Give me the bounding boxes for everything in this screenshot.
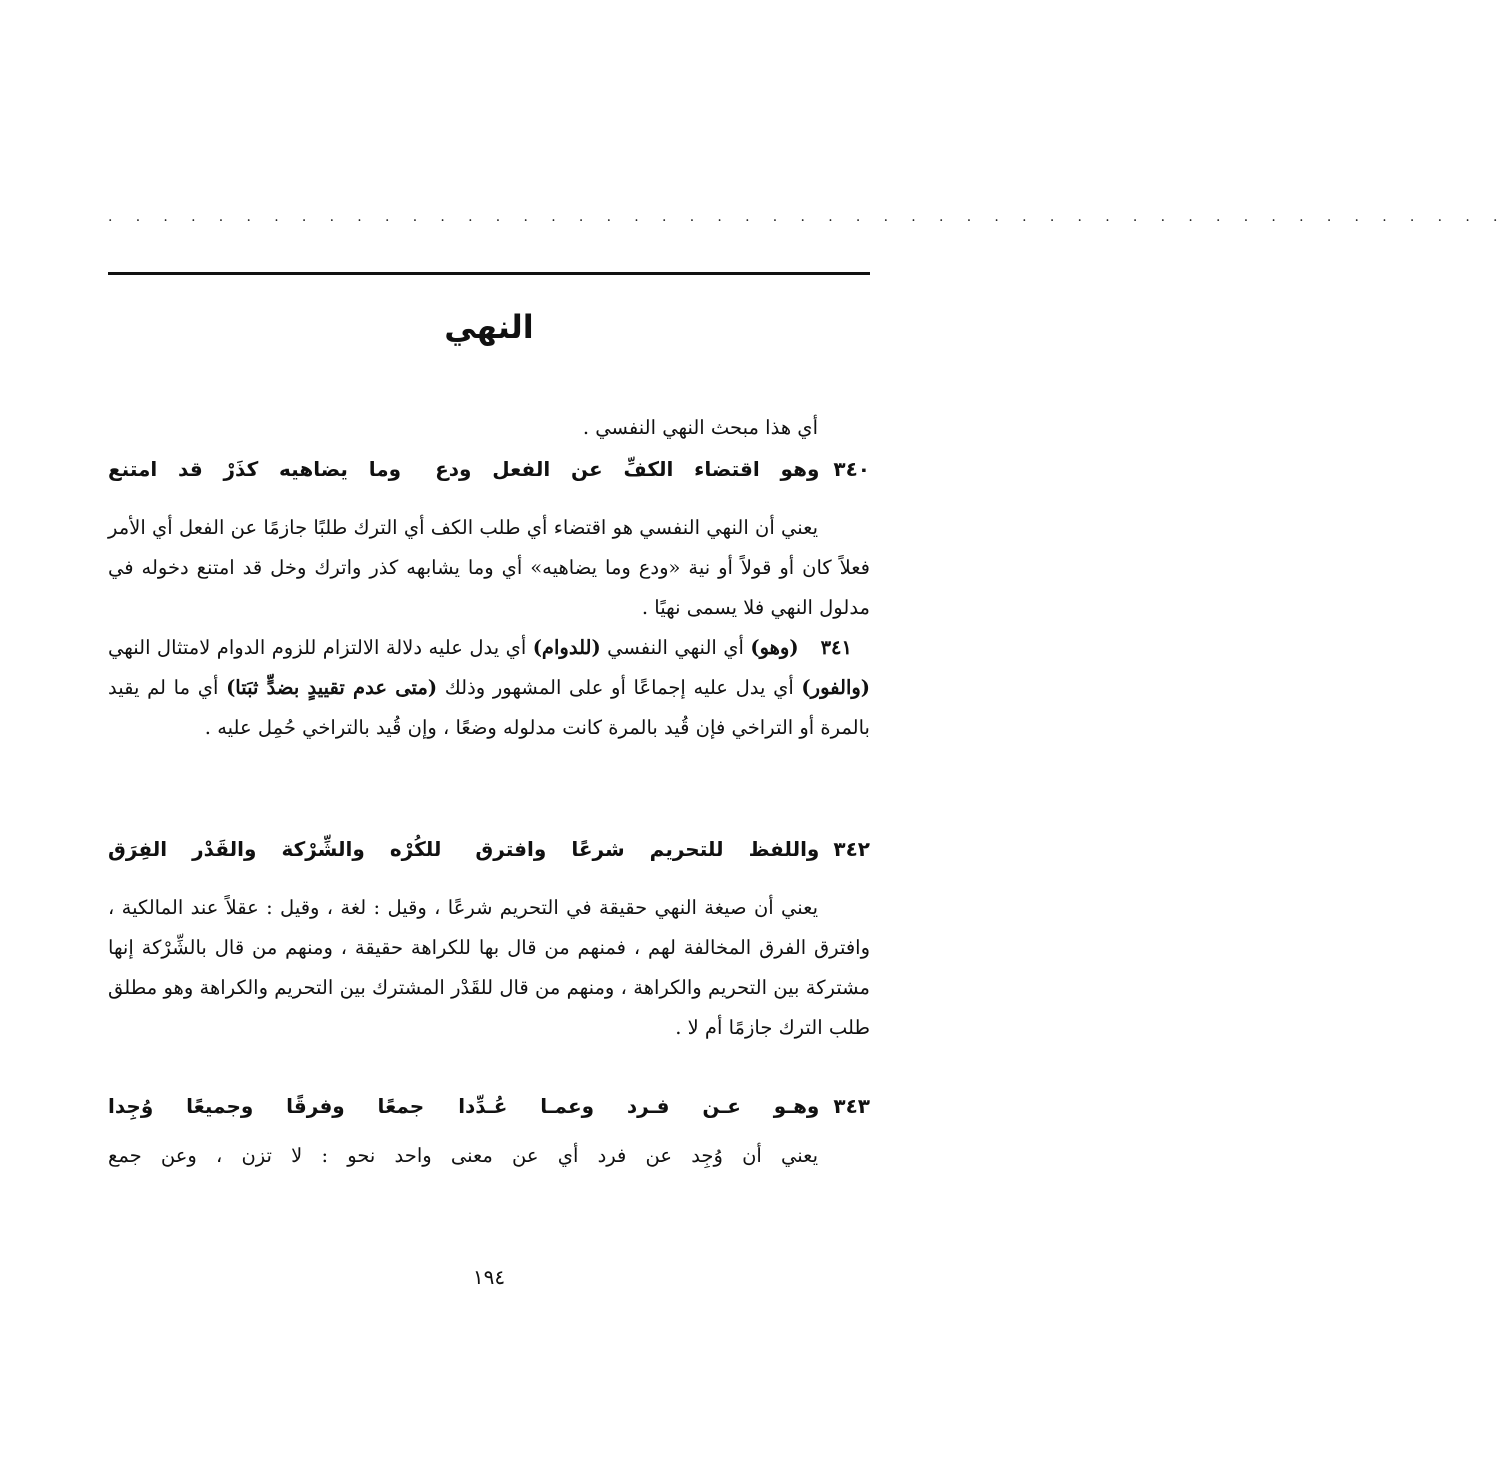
verse-number: ٣٤٠ bbox=[833, 457, 870, 481]
matn-phrase: (للدوام) bbox=[532, 636, 601, 659]
commentary-340: يعني أن النهي النفسي هو اقتضاء أي طلب الكف أي الترك طلبًا جازمًا عن الفعل أي الأمر فعلاً كان أو قولاً أو نية «ودع وما يضاهيه» أي وما يشابهه كذر واترك وخل قد امتنع دخوله في مدلول النهي فلا يسمى نهيًا . bbox=[108, 516, 870, 619]
commentary-341 bbox=[108, 628, 870, 748]
verse-second-hemistich: وما يضاهيه كذَرْ قد امتنع bbox=[108, 457, 402, 481]
verse-first-hemistich: وهـو عـن فـرد وعمـا عُـدِّدا bbox=[458, 1094, 820, 1118]
horizontal-rule bbox=[108, 272, 870, 275]
verse-number: ٣٤١ bbox=[820, 636, 852, 659]
verse-second-hemistich: للكُرْه والشِّرْكة والقَدْر الفِرَق bbox=[108, 837, 442, 861]
matn-phrase: (وهو) bbox=[750, 636, 799, 659]
intro-paragraph: أي هذا مبحث النهي النفسي . bbox=[582, 416, 818, 439]
verse-first-hemistich: واللفظ للتحريم شرعًا وافترق bbox=[475, 837, 820, 861]
chapter-title: النهي bbox=[444, 308, 534, 346]
commentary-343: يعني أن وُجِد عن فرد أي عن معنى واحد نحو : لا تزن ، وعن جمع bbox=[108, 1144, 818, 1167]
verse-340 bbox=[108, 447, 870, 491]
commentary-text: أي النهي النفسي bbox=[600, 636, 751, 659]
dotted-separator: · · · · · · · · · · · · · · · · · · · · · · · · · · · · · · · · · · · · · · · · · · · · · · · · · · · bbox=[108, 213, 1507, 229]
commentary-text: أي ما لم يقيد بالمرة أو التراخي فإن قُيد بالمرة كانت مدلوله وضعًا ، وإن قُيد بالتراخي حُمِل عليه . bbox=[108, 676, 870, 739]
matn-phrase: (والفور) bbox=[801, 676, 871, 699]
verse-number: ٣٤٢ bbox=[833, 837, 870, 861]
verse-second-hemistich: جمعًا وفرقًا وجميعًا وُجِدا bbox=[108, 1094, 425, 1118]
commentary-text: أي يدل عليه دلالة الالتزام للزوم الدوام لامتثال النهي bbox=[108, 636, 533, 659]
commentary-text: أي يدل عليه إجماعًا أو على المشهور وذلك bbox=[437, 676, 802, 699]
commentary-342: يعني أن صيغة النهي حقيقة في التحريم شرعًا ، وقيل : لغة ، وقيل : عقلاً عند المالكية ، وافترق الفرق المخالفة لهم ، فمنهم من قال بها للكراهة حقيقة ، ومنهم من قال بالشِّرْكة إنها مشتركة بين التحريم والكراهة ، ومنهم من قال للقَدْر المشترك بين التحريم والكراهة وهو مطلق طلب الترك جازمًا أم لا . bbox=[108, 896, 870, 1039]
matn-phrase: (متى عدم تقييدٍ بضدٍّ ثبَتا) bbox=[226, 676, 438, 699]
page-number: ١٩٤ bbox=[472, 1265, 506, 1289]
verse-number: ٣٤٣ bbox=[833, 1094, 870, 1118]
verse-343 bbox=[108, 1084, 870, 1128]
verse-first-hemistich: وهو اقتضاء الكفِّ عن الفعل ودع bbox=[435, 457, 820, 481]
verse-342 bbox=[108, 827, 870, 871]
